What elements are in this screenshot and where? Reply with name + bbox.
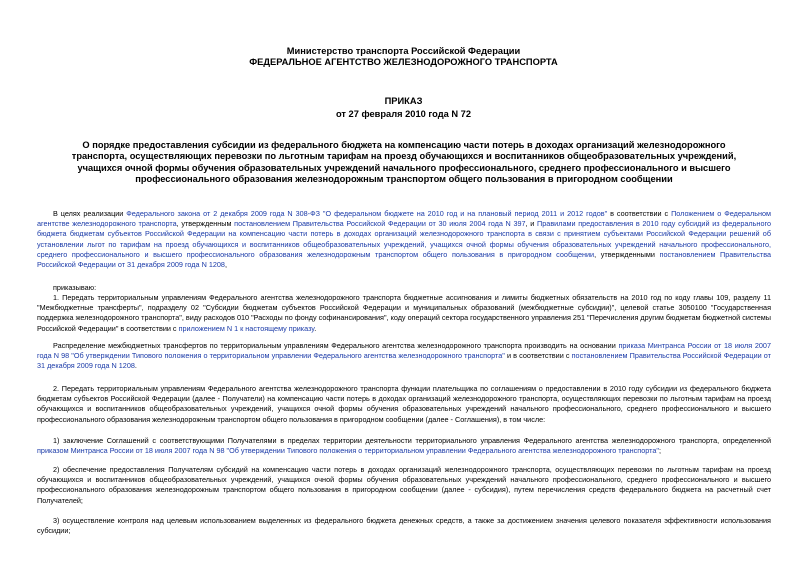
- paragraph-preamble: [37, 209, 771, 270]
- paragraph-item-1: [37, 293, 771, 334]
- paragraph-item-2: [37, 384, 771, 425]
- agency-name: ФЕДЕРАЛЬНОЕ АГЕНТСТВО ЖЕЛЕЗНОДОРОЖНОГО ТРАНСПОРТА: [249, 57, 558, 67]
- paragraph-subitem-1: [37, 436, 771, 456]
- link-decree-397[interactable]: постановлением Правительства Российской Федерации от 30 июля 2004 года N 397: [234, 219, 526, 229]
- text-fragment: 2. Передать территориальным управлениям Федерального агентства железнодорожного транспорта функции плательщика по соглашениям о предоставлении в 2010 году субсидии из федерального бюджета бюджетам субъектов Российской Федерации (далее - Получатели) на компенсацию части потерь в доходах организаций железнодорожного транспорта, осуществляющих перевозки по льготным тарифам на проезд обучающихся и воспитанников общеобразовательных учреждений, учащихся очной формы обучения образовательных учреждений начального профессионального, среднего профессионального и высшего профессионального образования железнодорожным транспортом общего пользования в пригородном сообщении (далее - Соглашения), в том числе:: [37, 384, 771, 424]
- paragraph-subitem-2: [37, 465, 771, 506]
- document-type: ПРИКАЗ: [384, 96, 423, 106]
- text-fragment: , утвержденным: [176, 219, 235, 229]
- text-fragment: в соответствии с: [607, 209, 672, 218]
- text-fragment: В целях реализации: [53, 209, 127, 218]
- link-federal-law-308[interactable]: Федерального закона от 2 декабря 2009 года N 308-ФЗ "О федеральном бюджете на 2010 год и на плановый период 2011 и 2012 годов": [126, 209, 608, 218]
- text-fragment: 3) осуществление контроля над целевым использованием выделенных из федерального бюджета денежных средств, а также за достижением значения целевого показателя эффективности использования субсидии;: [37, 516, 771, 536]
- text-fragment: 2) обеспечение предоставления Получателям субсидий на компенсацию части потерь в доходах организаций железнодорожного транспорта, осуществляющих перевозки по льготным тарифам на проезд обучающихся и воспитанников общеобразовательных учреждений, учащихся очной формы обучения образовательных учреждений начального профессионального, среднего профессионального и высшего профессионального образования железнодорожным транспортом общего пользования в пригородном сообщении (далее - субсидия), путем перечисления средств федерального бюджета на расчетный счет Получателей;: [37, 465, 771, 505]
- paragraph-order-word: [37, 283, 771, 293]
- link-mintrans-order-98[interactable]: приказа Минтранса России от 18 июля 2007 года N 98 "Об утверждении Типового положения о территориальном управлении Федерального агентства железнодорожного транспорта": [37, 341, 772, 361]
- link-decree-1208[interactable]: постановлением Правительства Российской Федерации от 31 декабря 2009 года N 1208: [37, 351, 772, 371]
- text-fragment: , утвержденными: [594, 249, 660, 259]
- text-fragment: приказываю:: [53, 283, 97, 292]
- text-fragment: Распределение межбюджетных трансфертов по территориальным управлениям Федерального агентства железнодорожного транспорта производить на основании: [53, 341, 619, 350]
- text-fragment: 1) заключение Соглашений с соответствующими Получателями в пределах территории деятельности территориального управления Федерального агентства железнодорожного транспорта, определенной: [53, 436, 771, 445]
- text-fragment: .: [134, 361, 137, 371]
- text-fragment: и в соответствии с: [504, 351, 572, 361]
- link-agency-regulation[interactable]: Положением о Федеральном агентстве железнодорожного транспорта: [37, 209, 772, 229]
- link-mintrans-order-98[interactable]: приказом Минтранса России от 18 июля 2007 года N 98 "Об утверждении Типового положения о территориальном управлении Федерального агентства железнодорожного транспорта": [37, 446, 659, 456]
- ministry-name: Министерство транспорта Российской Федерации: [286, 46, 521, 56]
- link-subsidy-rules[interactable]: Правилами предоставления в 2010 году субсидий из федерального бюджета бюджетам субъектов Российской Федерации на компенсацию части потерь в доходах организаций железнодорожного транспорта в связи с принятием субъектами Российской Федерации решений об установлении льгот по тарифам на проезд обучающихся и воспитанников общеобразовательных учреждений, учащихся очной формы обучения образовательных учреждений начального профессионального, среднего профессионального и высшего профессионального образования железнодорожным транспортом общего пользования в пригородном сообщении: [37, 219, 771, 259]
- link-appendix-1[interactable]: приложением N 1 к настоящему приказу: [178, 323, 315, 333]
- text-fragment: .: [314, 323, 317, 333]
- text-fragment: 1. Передать территориальным управлениям Федерального агентства железнодорожного транспорта бюджетные ассигнования и лимиты бюджетных обязательств на 2010 год по коду главы 109, разделу 11 "Межбюджетные трансферты", подразделу 02 "Субсидии бюджетам субъектов Российской Федерации и муниципальных образований (межбюджетные субсидии)", целевой статье 3050100 "Государственная поддержка железнодорожного транспорта", виду расходов 010 "Расходы по фонду софинансирования", коду операций сектора государственного управления 251 "Перечисления другим бюджетам бюджетной системы Российской Федерации" в соответствии с: [37, 293, 771, 333]
- link-decree-1208[interactable]: постановлением Правительства Российской Федерации от 31 декабря 2009 года N 1208: [37, 249, 771, 270]
- paragraph-subitem-3: [37, 516, 771, 536]
- paragraph-distribution: [37, 341, 771, 372]
- document-date: от 27 февраля 2010 года N 72: [335, 109, 472, 119]
- text-fragment: , и: [525, 219, 538, 229]
- text-fragment: ,: [224, 260, 227, 270]
- document-title: О порядке предоставления субсидии из федерального бюджета на компенсацию части потерь в доходах организаций железнодорожного транспорта, осуществляющих перевозки по льготным тарифам на проезд обучающихся и воспитанников общеобразовательных учреждений, учащихся очной формы обучения образовательных учреждений начального профессионального, среднего профессионального и высшего профессионального образования железнодорожным транспортом общего пользования в пригородном сообщении: [71, 140, 737, 185]
- text-fragment: ;: [658, 446, 661, 456]
